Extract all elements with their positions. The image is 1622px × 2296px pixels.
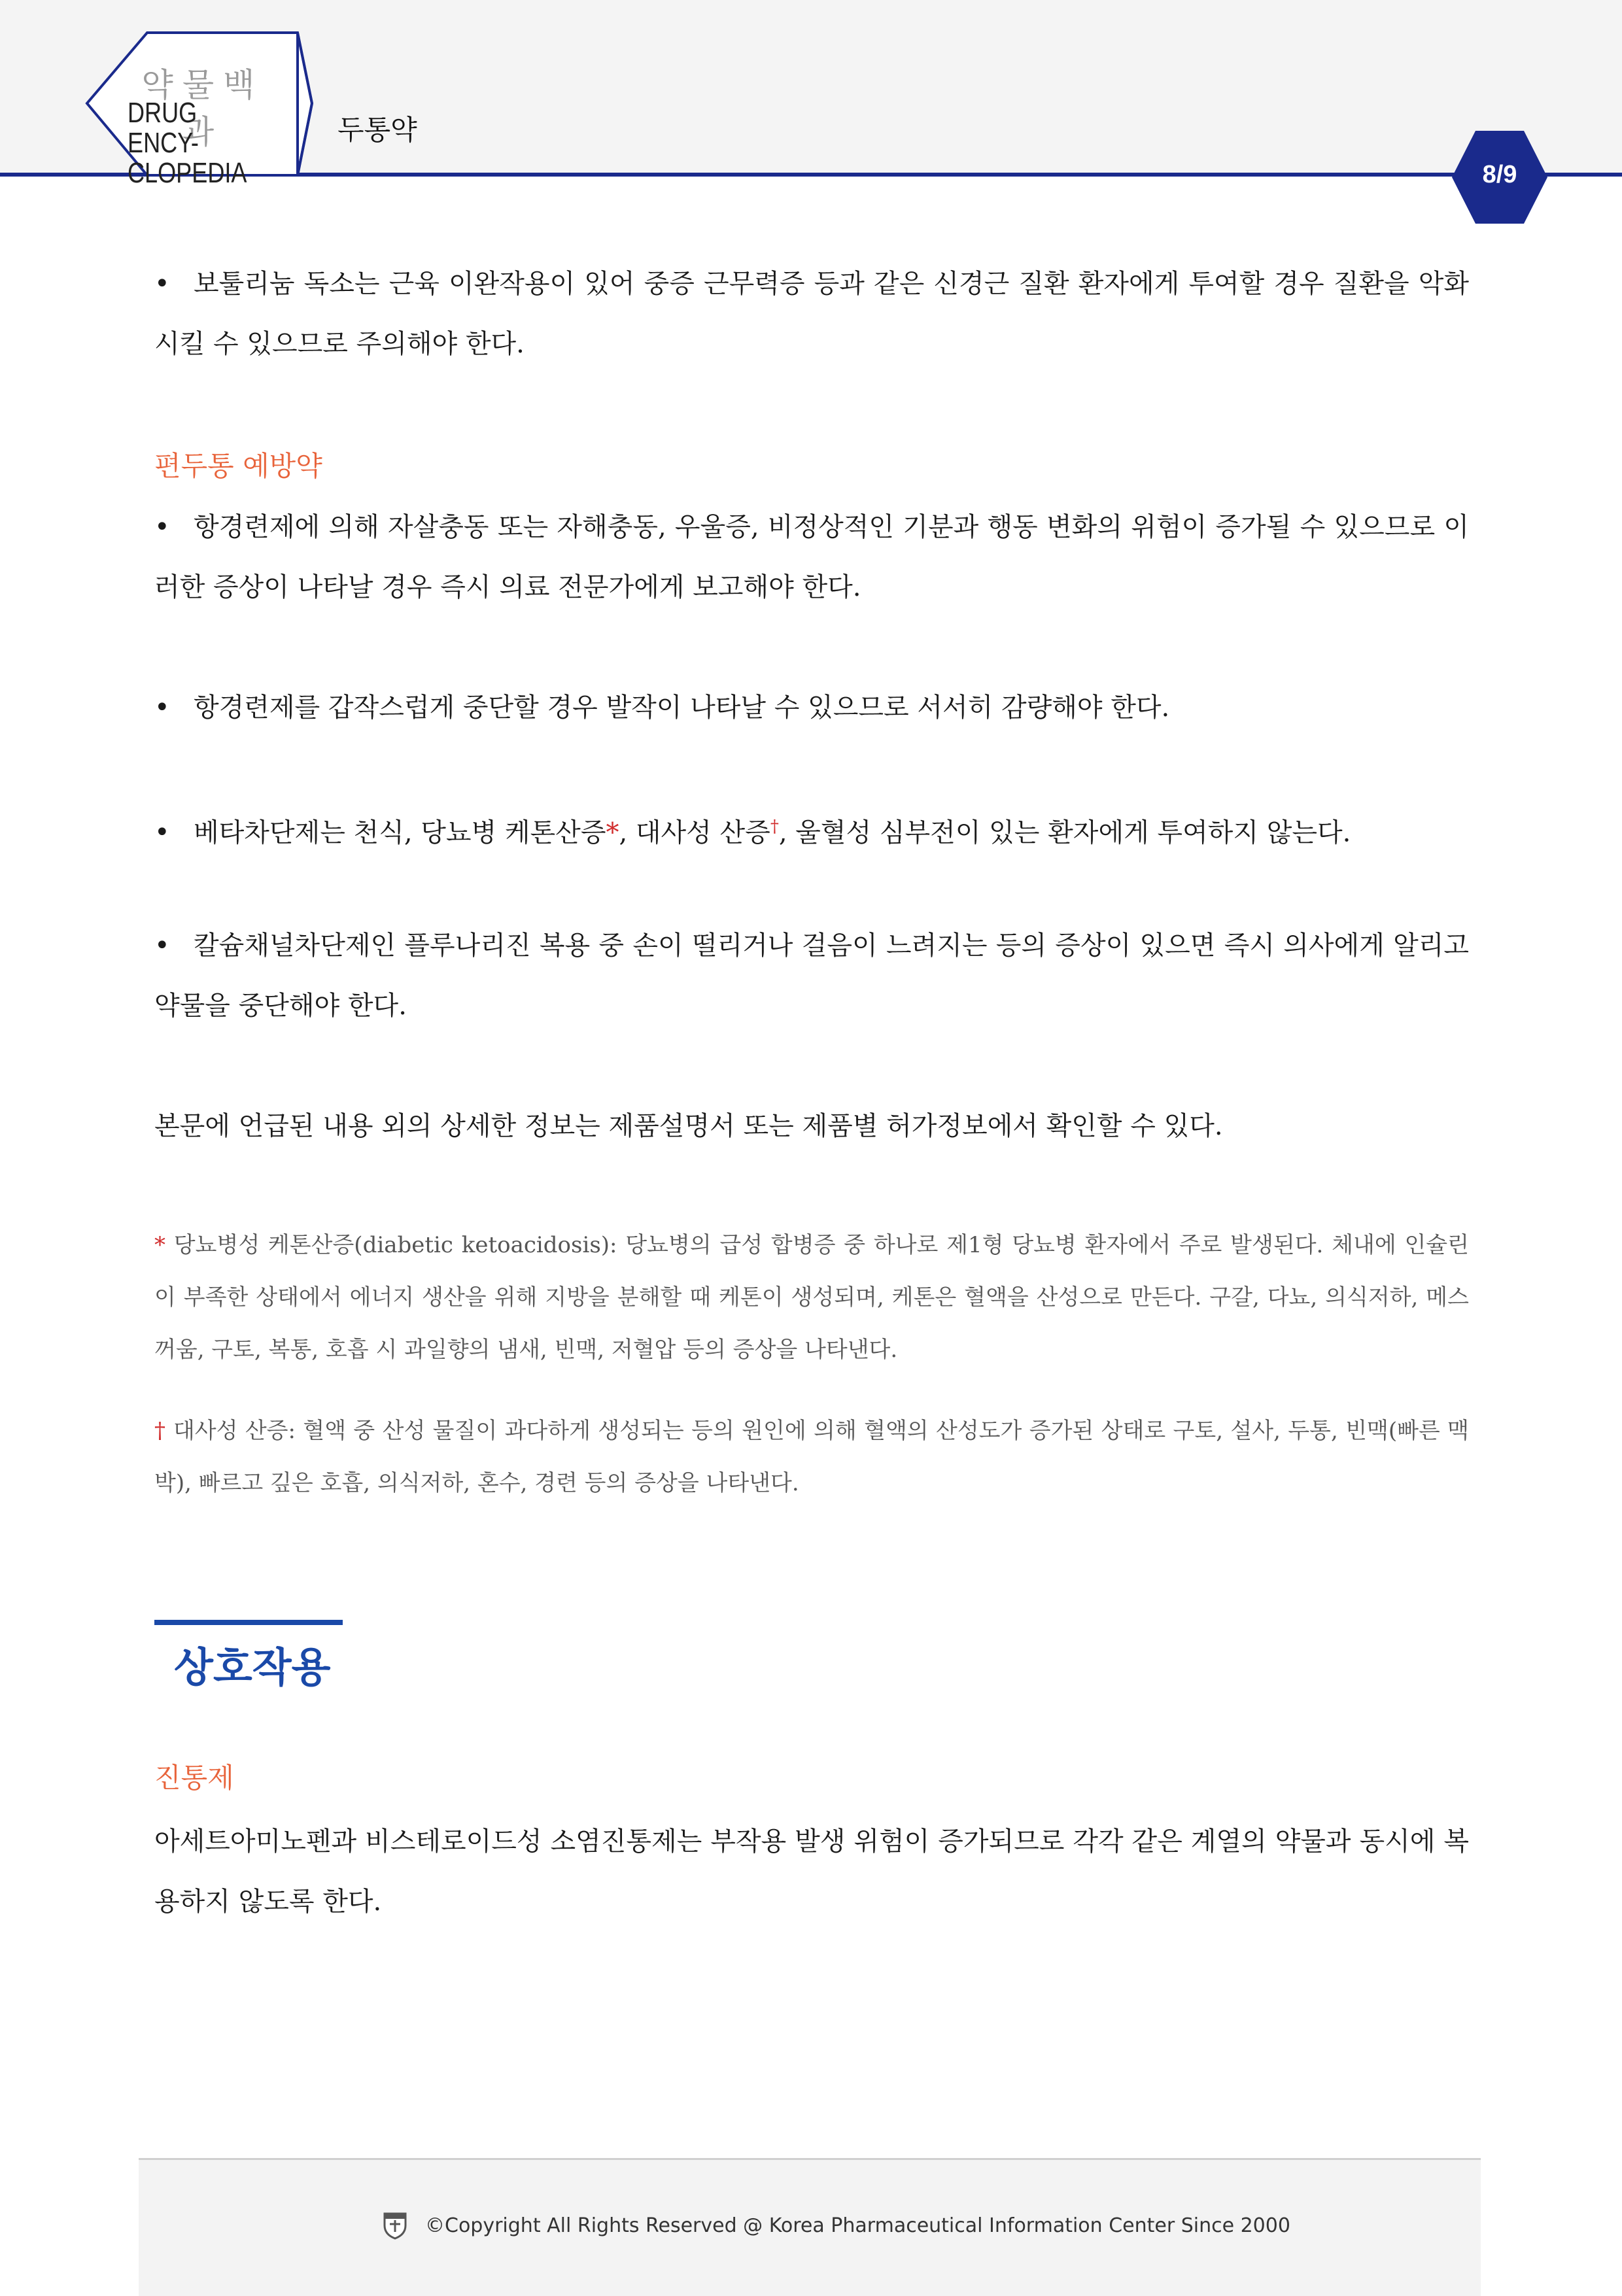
- bullet-flunarizine: [154, 916, 1469, 1036]
- bullet-icon: •: [154, 512, 170, 542]
- logo-english-line1: DRUG ENCY-: [128, 97, 199, 159]
- bullet-text: 칼슘채널차단제인 플루나리진 복용 중 손이 떨리거나 걸음이 느려지는 등의 증상이 있으면 즉시 의사에게 알리고 약물을 중단해야 한다.: [154, 931, 1469, 1021]
- logo-english-line2: CLOPEDIA: [128, 157, 247, 189]
- bullet-anticonvulsant-suicide: [154, 497, 1469, 617]
- shield-emblem-icon: [382, 2211, 408, 2240]
- logo-english: [128, 98, 256, 188]
- footnote-marker: †: [154, 1418, 166, 1444]
- bullet-icon: •: [154, 817, 170, 848]
- bullet-anticonvulsant-taper: [154, 677, 1469, 738]
- footnote-metabolic-acidosis: [154, 1405, 1469, 1509]
- bullet-icon: •: [154, 269, 170, 299]
- copyright-text: ©Copyright All Rights Reserved @ Korea Pharmaceutical Information Center Since 2000: [425, 2214, 1290, 2237]
- bullet-text: 항경련제를 갑작스럽게 중단할 경우 발작이 나타날 수 있으므로 서서히 감량해야 한다.: [194, 693, 1170, 723]
- section-rule: [154, 1620, 343, 1625]
- page-number: 8/9: [1482, 161, 1517, 188]
- subheading-migraine: 편두통 예방약: [154, 450, 322, 482]
- footnote-text: 당뇨병성 케톤산증(diabetic ketoacidosis): 당뇨병의 급성 합병증 중 하나로 제1형 당뇨병 환자에서 주로 발생된다. 체내에 인슐린이 부족한 상태에서 에너지 생산을 위해 지방을 분해할 때 케톤이 생성되며, 케톤은 혈액을 산성으로 만든다. 구갈, 다뇨, 의식저하, 메스꺼움, 구토, 복통, 호흡 시 과일향의 냄새, 빈맥, 저혈압 등의 증상을 나타낸다.: [154, 1232, 1469, 1363]
- bullet-icon: •: [154, 931, 170, 961]
- header-title: 두통약: [337, 114, 417, 146]
- subheading-analgesics: 진통제: [154, 1762, 234, 1794]
- logo-korean: 약물백과: [141, 66, 264, 151]
- bullet-text: 보툴리눔 독소는 근육 이완작용이 있어 중증 근무력증 등과 같은 신경근 질환 환자에게 투여할 경우 질환을 악화시킬 수 있으므로 주의해야 한다.: [154, 269, 1469, 359]
- bullet-icon: •: [154, 693, 170, 723]
- bullet-text: 베타차단제는 천식, 당뇨병 케톤산증: [194, 817, 606, 848]
- bullet-text: , 울혈성 심부전이 있는 환자에게 투여하지 않는다.: [778, 817, 1351, 848]
- section-title: 상호작용: [174, 1643, 331, 1691]
- footnote-ketoacidosis: [154, 1219, 1469, 1376]
- interaction-text: 아세트아미노펜과 비스테로이드성 소염진통제는 부작용 발생 위험이 증가되므로 각각 같은 계열의 약물과 동시에 복용하지 않도록 한다.: [154, 1826, 1469, 1917]
- footnote-ref-asterisk: *: [606, 817, 619, 848]
- bullet-text: 항경련제에 의해 자살충동 또는 자해충동, 우울증, 비정상적인 기분과 행동 변화의 위험이 증가될 수 있으므로 이러한 증상이 나타날 경우 즉시 의료 전문가에게 보고해야 한다.: [154, 512, 1469, 602]
- footnote-marker: *: [154, 1232, 165, 1258]
- footnote-text: 대사성 산증: 혈액 중 산성 물질이 과다하게 생성되는 등의 원인에 의해 혈액의 산성도가 증가된 상태로 구토, 설사, 두통, 빈맥(빠른 맥박), 빠르고 깊은 호흡, 의식저하, 혼수, 경련 등의 증상을 나타낸다.: [154, 1418, 1469, 1496]
- bullet-beta-blocker: [154, 797, 1469, 863]
- bullet-text: , 대사성 산증: [619, 817, 770, 848]
- footnote-ref-dagger: †: [770, 817, 779, 836]
- reference-note: 본문에 언급된 내용 외의 상세한 정보는 제품설명서 또는 제품별 허가정보에서 확인할 수 있다.: [154, 1111, 1223, 1141]
- bullet-botulinum: [154, 254, 1469, 374]
